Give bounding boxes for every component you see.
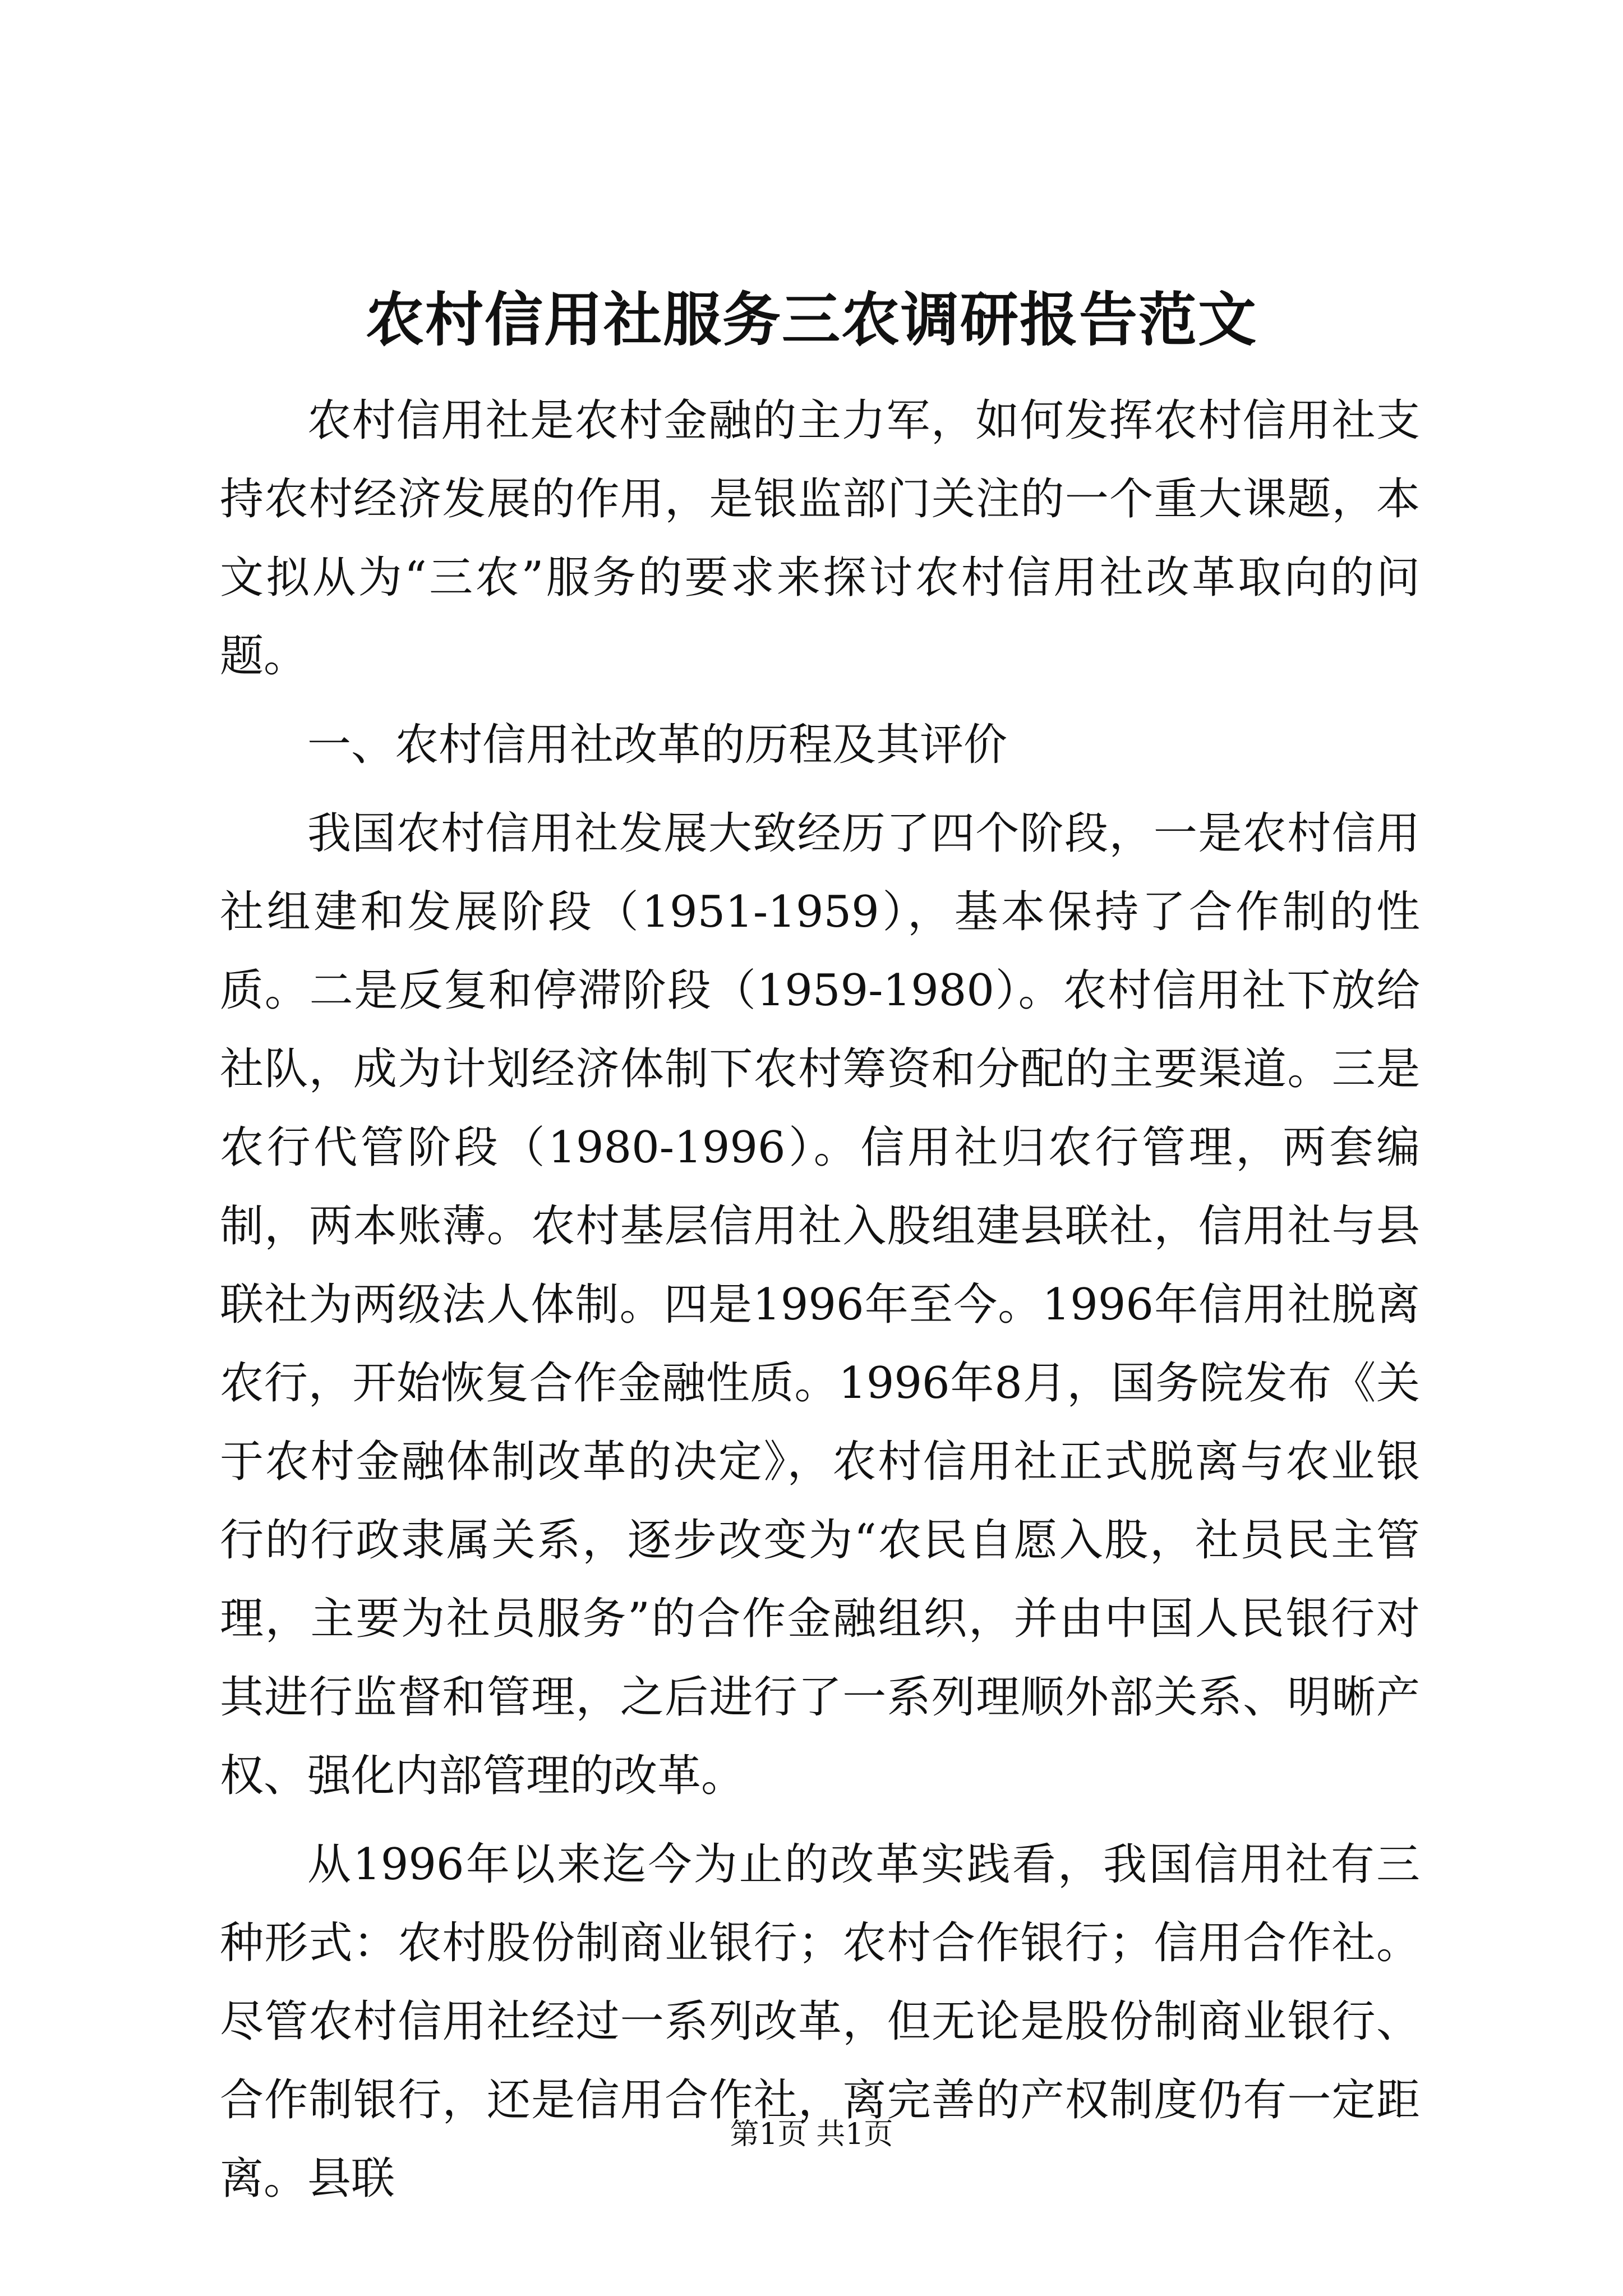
document-title: 农村信用社服务三农调研报告范文 (365, 285, 1257, 354)
document-body (220, 381, 1420, 2228)
section-heading: 一、农村信用社改革的历程及其评价 (307, 720, 1008, 770)
paragraph-history: 我国农村信用社发展大致经历了四个阶段，一是农村信用社组建和发展阶段（1951-1959），基本保持了合作制的性质。二是反复和停滞阶段（1959-1980）。农村信用社下放给社队，成为计划经济体制下农村筹资和分配的主要渠道。三是农行代管阶段（1980-1996）。信用社归农行管理，两套编制，两本账薄。农村基层信用社入股组建县联社，信用社与县联社为两级法人体制。四是1996年至今。1996年信用社脱离农行，开始恢复合作金融性质。1996年8月，国务院发布《关于农村金融体制改革的决定》，农村信用社正式脱离与农业银行的行政隶属关系，逐步改变为“农民自愿入股，社员民主管理，主要为社员服务”的合作金融组织，并由中国人民银行对其进行监督和管理，之后进行了一系列理顺外部关系、明晰产权、强化内部管理的改革。 (220, 808, 1420, 1801)
paragraph-reform-forms: 从1996年以来迄今为止的改革实践看，我国信用社有三种形式：农村股份制商业银行；农村合作银行；信用合作社。尽管农村信用社经过一系列改革，但无论是股份制商业银行、合作制银行，还是信用合作社，离完善的产权制度仍有一定距离。县联 (220, 1839, 1420, 2204)
page-footer: 第1页 共1页 (730, 2118, 893, 2151)
paragraph-intro: 农村信用社是农村金融的主力军，如何发挥农村信用社支持农村经济发展的作用，是银监部门关注的一个重大课题，本文拟从为“三农”服务的要求来探讨农村信用社改革取向的问题。 (220, 395, 1420, 682)
